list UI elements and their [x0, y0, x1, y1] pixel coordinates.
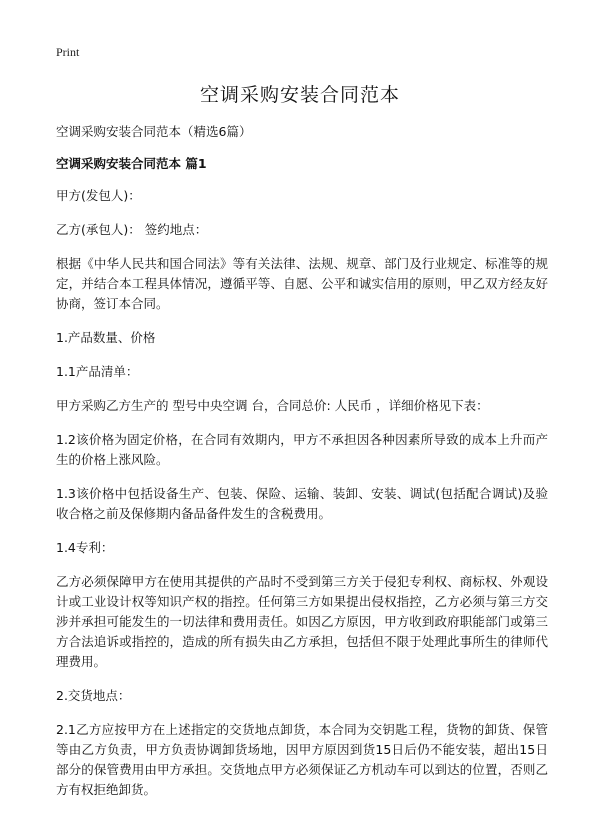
clause-1-3-text: 1.3该价格中包括设备生产、包装、保险、运输、装卸、安装、调试(包括配合调试)及验收合格之前及保修期内备品备件发生的含税费用。: [56, 486, 548, 521]
preamble-paragraph: 根据《中华人民共和国合同法》等有关法律、法规、规章、部门及行业规定、标准等的规定，并结合本工程具体情况，遵循平等、自愿、公平和诚实信用的原则，甲乙双方经友好协商，签订本合同。: [56, 256, 548, 311]
document-subtitle: 空调采购安装合同范本（精选6篇）: [56, 124, 252, 139]
document-title: 空调采购安装合同范本: [199, 84, 400, 106]
print-label: Print: [56, 45, 80, 59]
clause-1-4-text: 乙方必须保障甲方在使用其提供的产品时不受到第三方关于侵犯专利权、商标权、外观设计或工业设计权等知识产权的指控。任何第三方如果提出侵权指控，乙方必须与第三方交涉并承担可能发生的一切法律和费用责任。如因乙方原因，甲方收到政府职能部门或第三方合法追诉或指控的，造成的所有损失由乙方承担，包括但不限于处理此事所生的律师代理费用。: [56, 574, 548, 669]
clause-1-2-text: 1.2该价格为固定价格，在合同有效期内，甲方不承担因各种因素所导致的成本上升而产生的价格上涨风险。: [56, 432, 548, 467]
clause-1-heading: 1.产品数量、价格: [56, 330, 156, 345]
clause-2-1-text: 2.1乙方应按甲方在上述指定的交货地点卸货，本合同为交钥匙工程，货物的卸货、保管等由乙方负责，甲方负责协调卸货场地，因甲方原因到货15日后仍不能安装，超出15日部分的保管费用由甲方承担。交货地点甲方必须保证乙方机动车可以到达的位置，否则乙方有权拒绝卸货。: [56, 722, 548, 797]
clause-1-4-heading: 1.4专利：: [56, 540, 114, 555]
section-heading: 空调采购安装合同范本 篇1: [56, 156, 207, 171]
party-b-line: 乙方(承包人)： 签约地点：: [56, 222, 208, 237]
clause-1-1-text: 甲方采购乙方生产的 型号中央空调 台，合同总价: 人民币 ，详细价格见下表：: [56, 398, 489, 413]
party-a-line: 甲方(发包人)：: [56, 188, 141, 203]
clause-2-heading: 2.交货地点：: [56, 688, 131, 703]
document-body: [56, 122, 548, 814]
clause-1-1-heading: 1.1产品清单：: [56, 364, 139, 379]
